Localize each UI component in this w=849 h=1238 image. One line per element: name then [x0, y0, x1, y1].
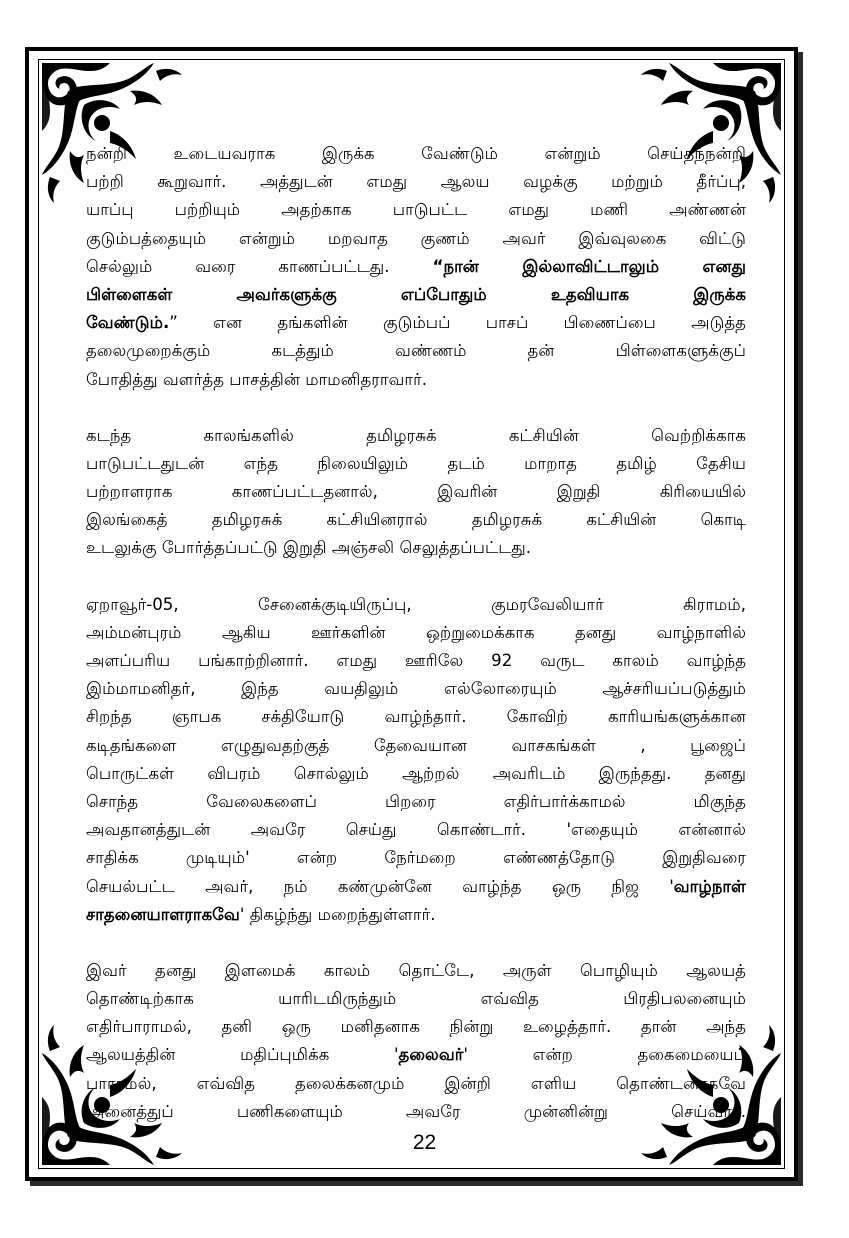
text-line: சிறந்த ஞாபக சக்தியோடு வாழ்ந்தார். கோவிற் காரியங்களுக்கான [86, 707, 746, 727]
text-segment: ஆலயத்தின் மதிப்புமிக்க ' [86, 1045, 399, 1065]
text-line [86, 281, 746, 309]
text-segment: ' திகழ்ந்து மறைந்துள்ளார். [239, 904, 436, 924]
text-line [86, 901, 746, 929]
text-line: ஏறாவூர்-05, சேனைக்குடியிருப்பு, குமரவேலியார் கிராமம், [86, 594, 746, 614]
body-text [86, 140, 746, 1154]
quote-bold: பிள்ளைகள் அவர்களுக்கு எப்போதும் உதவியாக இருக்க [86, 284, 746, 304]
text-segment: செல்லும் வரை காணப்பட்டது. [86, 256, 433, 276]
text-line: பாராமல், எவ்வித தலைக்கனமும் இன்றி எளிய தொண்டனாகவே [86, 1073, 746, 1093]
text-line: பாடுபட்டதுடன் எந்த நிலையிலும் தடம் மாறாத தமிழ் தேசிய [86, 453, 746, 473]
text-line: தலைமுறைக்கும் கடத்தும் வண்ணம் தன் பிள்ளைகளுக்குப் [86, 341, 746, 361]
text-segment: ” என தங்களின் குடும்பப் பாசப் பிணைப்பை அடுத்த [169, 313, 746, 333]
paragraph-2 [86, 422, 746, 563]
text-line: கடிதங்களை எழுதுவதற்குத் தேவையான வாசகங்கள் , பூஜைப் [86, 735, 746, 755]
quote-bold: “நான் இல்லாவிட்டாலும் எனது [432, 256, 746, 276]
quote-bold: வேண்டும். [86, 313, 170, 333]
text-line: கடந்த காலங்களில் தமிழரசுக் கட்சியின் வெற்றிக்காக [86, 425, 746, 445]
text-line: சொந்த வேலைகளைப் பிறரை எதிர்பார்க்காமல் மிகுந்த [86, 791, 746, 811]
page-number: 22 [412, 1131, 437, 1154]
text-line: பொருட்கள் விபரம் சொல்லும் ஆற்றல் அவரிடம் இருந்தது. தனது [86, 763, 746, 783]
text-line: இவர் தனது இளமைக் காலம் தொட்டே, அருள் பொழியும் ஆலயத் [86, 960, 746, 980]
text-line [86, 1041, 746, 1069]
text-line: அளப்பரிய பங்காற்றினார். எமது ஊரிலே 92 வருட காலம் வாழ்ந்த [86, 651, 746, 670]
emphasis-bold: தலைவர் [398, 1045, 464, 1065]
text-line: போதித்து வளர்த்த பாசத்தின் மாமனிதராவார். [86, 369, 428, 389]
text-line: சாதிக்க முடியும்' என்ற நேர்மறை எண்ணத்தோடு இறுதிவரை [86, 848, 746, 868]
text-line [86, 873, 746, 901]
text-line: இலங்கைத் தமிழரசுக் கட்சியினரால் தமிழரசுக் கட்சியின் கொடி [86, 510, 746, 530]
text-line: அனைத்துப் பணிகளையும் அவரே முன்னின்று செய்வார். [86, 1101, 746, 1121]
emphasis-bold: சாதனையாளராகவே [86, 904, 240, 924]
text-line: நன்றி உடையவராக இருக்க வேண்டும் என்றும் செய்தந்நன்றி [86, 144, 746, 163]
text-line: பற்றாளராக காணப்பட்டதனால், இவரின் இறுதி கிரியையில் [86, 482, 746, 502]
text-line: அவதானத்துடன் அவரே செய்து கொண்டார். 'எதையும் என்னால் [86, 820, 746, 840]
text-line: தொண்டிற்காக யாரிடமிருந்தும் எவ்வித பிரதிபலனையும் [86, 989, 746, 1009]
text-segment: செயல்பட்ட அவர், நம் கண்முன்னே வாழ்ந்த ஒரு நிஜ ' [86, 876, 674, 896]
text-line: எதிர்பாராமல், தனி ஒரு மனிதனாக நின்று உழைத்தார். தான் அந்த [86, 1017, 746, 1037]
text-segment: ' என்ற தகைமையைப் [463, 1045, 746, 1065]
paragraph-3 [86, 591, 746, 929]
paragraph-4 [86, 957, 746, 1126]
text-line [86, 309, 746, 337]
text-line: யாப்பு பற்றியும் அதற்காக பாடுபட்ட எமது மணி அண்ணன் [86, 200, 746, 220]
paragraph-1 [86, 140, 746, 394]
emphasis-bold: வாழ்நாள் [673, 876, 746, 896]
text-line: இம்மாமனிதர், இந்த வயதிலும் எல்லோரையும் ஆச்சரியப்படுத்தும் [86, 679, 746, 699]
text-line: அம்மன்புரம் ஆகிய ஊர்களின் ஒற்றுமைக்காக தனது வாழ்நாளில் [86, 622, 746, 642]
text-line: பற்றி கூறுவார். அத்துடன் எமது ஆலய வழக்கு மற்றும் தீர்ப்பு, [86, 172, 746, 192]
text-line: குடும்பத்தையும் என்றும் மறவாத குணம் அவர் இவ்வுலகை விட்டு [86, 228, 746, 248]
text-line: உடலுக்கு போர்த்தப்பட்டு இறுதி அஞ்சலி செலுத்தப்பட்டது. [86, 538, 532, 558]
text-line [86, 253, 746, 281]
